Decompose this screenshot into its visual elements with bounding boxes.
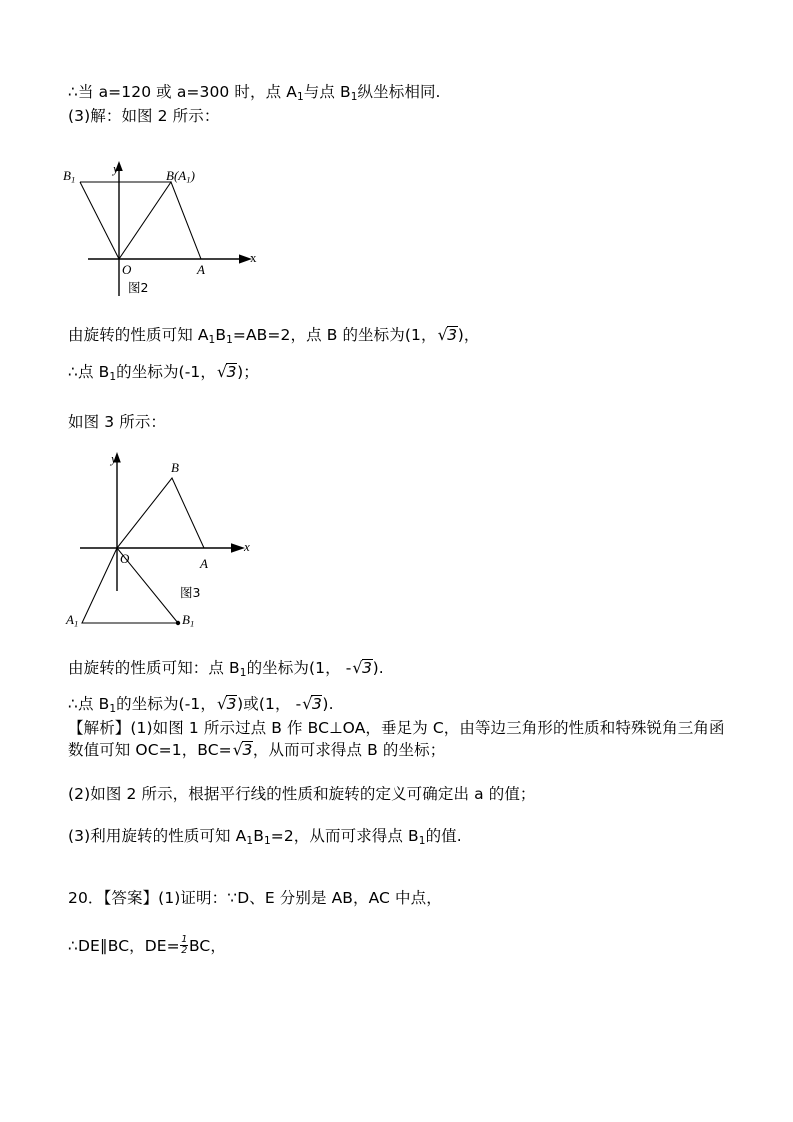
fig2-label-ba1-text: B(A [166,168,187,183]
fig3-x-axis-arrow [231,543,245,553]
text-line-11 [68,888,442,908]
line7-part3: )或(1， - [237,695,302,713]
text-line-1 [68,82,441,102]
line6-part3: ). [372,659,384,677]
fig3-triangle-oa1b1 [82,548,178,623]
figure-2 [60,152,300,307]
line3-sqrt-radicand: 3 [447,326,458,344]
line8b-part1: 数值可知 OC=1，BC= [68,741,232,759]
fig2-label-ba1-close: ) [190,168,195,183]
fig2-label-y: y [113,161,119,176]
line6-sqrt: √3 [352,658,373,677]
line12-part2: BC， [188,937,226,955]
fig2-label-b1-text: B [63,168,71,183]
line3-part1: 由旋转的性质可知 A [68,326,209,344]
fig3-label-x: x [244,539,250,554]
line3-part3: =AB=2，点 B 的坐标为(1， [232,326,437,344]
fig3-label-b: B [171,460,179,475]
line7-sqrt-2: √3 [302,694,322,713]
line10-part2: B [253,827,264,845]
line7-sqrt2-radicand: 3 [311,695,322,713]
fig3-label-b1-sub: 1 [189,618,195,629]
line10-part3: =2，从而可求得点 B [270,827,419,845]
line10-sub2: 1 [263,834,271,847]
fig2-segment-b1-o [80,182,119,259]
line12-frac-numerator: 1 [181,933,188,945]
fig3-label-b1 [182,612,194,628]
fig3-label-y: y [111,451,117,466]
line12-part1: ∴DE∥BC，DE= [68,937,180,955]
line8b-sqrt: √3 [232,740,253,759]
line3-sqrt: √3 [437,325,458,344]
text-line-12 [68,933,226,957]
line4-sqrt: √3 [216,362,237,381]
line10-sub1: 1 [246,834,254,847]
text-line-9 [68,784,536,804]
fig2-label-b-a1 [166,168,195,184]
text-line-3 [68,325,479,345]
fig2-label-b1-sub: 1 [70,174,76,185]
figure-3 [60,443,320,638]
line4-part3: )； [237,363,259,381]
text-line-8a [68,718,725,738]
fig2-caption: 图2 [128,280,149,295]
text-line-6 [68,658,384,678]
fig2-label-a: A [197,262,205,277]
line12-frac-denominator: 2 [181,944,188,956]
line7-sqrt-1: √3 [216,694,237,713]
line6-part2: 的坐标为(1， - [246,659,352,677]
line6-sqrt-radicand: 3 [362,659,373,677]
fig3-caption: 图3 [180,585,201,600]
line4-part2: 的坐标为(-1， [116,363,216,381]
figure-3-svg [60,443,320,638]
line1-sub2: 1 [350,90,358,103]
line3-sub2: 1 [226,333,233,346]
line3-part2: B [215,326,227,344]
text-line-8b [68,740,445,760]
fig3-label-origin: O [120,551,130,566]
line11-part1: 20．【答案】(1)证明：∵D、E 分别是 AB，AC 中点， [68,889,442,907]
line1-part1: ∴当 a=120 或 a=300 时，点 A [68,83,297,101]
line8b-sqrt-radicand: 3 [242,741,253,759]
fig2-triangle-oab [119,182,201,259]
line10-part1: (3)利用旋转的性质可知 A [68,827,247,845]
text-line-2 [68,106,219,126]
line6-part1: 由旋转的性质可知：点 B [68,659,240,677]
line1-sub1: 1 [296,90,304,103]
line1-part3: 纵坐标相同. [357,83,441,101]
fig2-label-x: x [250,250,257,265]
fig3-label-a1 [66,612,78,628]
line4-sqrt-radicand: 3 [226,363,237,381]
line3-sub1: 1 [208,333,216,346]
fig3-label-a: A [200,556,208,571]
line7-sqrt1-radicand: 3 [226,695,237,713]
line6-sub1: 1 [239,666,247,679]
line7-part2: 的坐标为(-1， [116,695,216,713]
line8b-part2: ，从而可求得点 B 的坐标； [252,741,446,759]
line9-part1: (2)如图 2 所示，根据平行线的性质和旋转的定义可确定出 a 的值； [68,785,536,803]
line7-part4: ). [322,695,334,713]
line4-sub1: 1 [109,370,117,383]
fig3-label-a1-text: A [66,612,74,627]
fig2-label-origin: O [122,262,132,277]
line5-part1: 如图 3 所示： [68,413,167,431]
fig2-label-b1 [63,168,75,184]
fig3-triangle-oab [117,478,204,548]
fig3-label-a1-sub: 1 [73,618,79,629]
line2-part1: (3)解：如图 2 所示： [68,107,220,125]
line10-part4: 的值. [425,827,462,845]
fig3-point-b1-dot [176,621,180,625]
line8a-part1: 【解析】(1)如图 1 所示过点 B 作 BC⊥OA，垂足为 C，由等边三角形的性质和特殊锐角三角函 [68,719,725,737]
line12-fraction-one-half [180,935,188,956]
line10-sub3: 1 [418,834,426,847]
text-line-10 [68,826,462,846]
line7-part1: ∴点 B [68,695,110,713]
text-line-5 [68,412,166,432]
text-line-7 [68,694,334,714]
fig3-label-b1-text: B [182,612,190,627]
text-line-4 [68,362,259,382]
line4-part1: ∴点 B [68,363,110,381]
line1-part2: 与点 B [303,83,351,101]
fig2-label-ba1-sub: 1 [186,174,191,185]
line3-part4: )， [457,326,480,344]
line7-sub1: 1 [109,702,117,715]
